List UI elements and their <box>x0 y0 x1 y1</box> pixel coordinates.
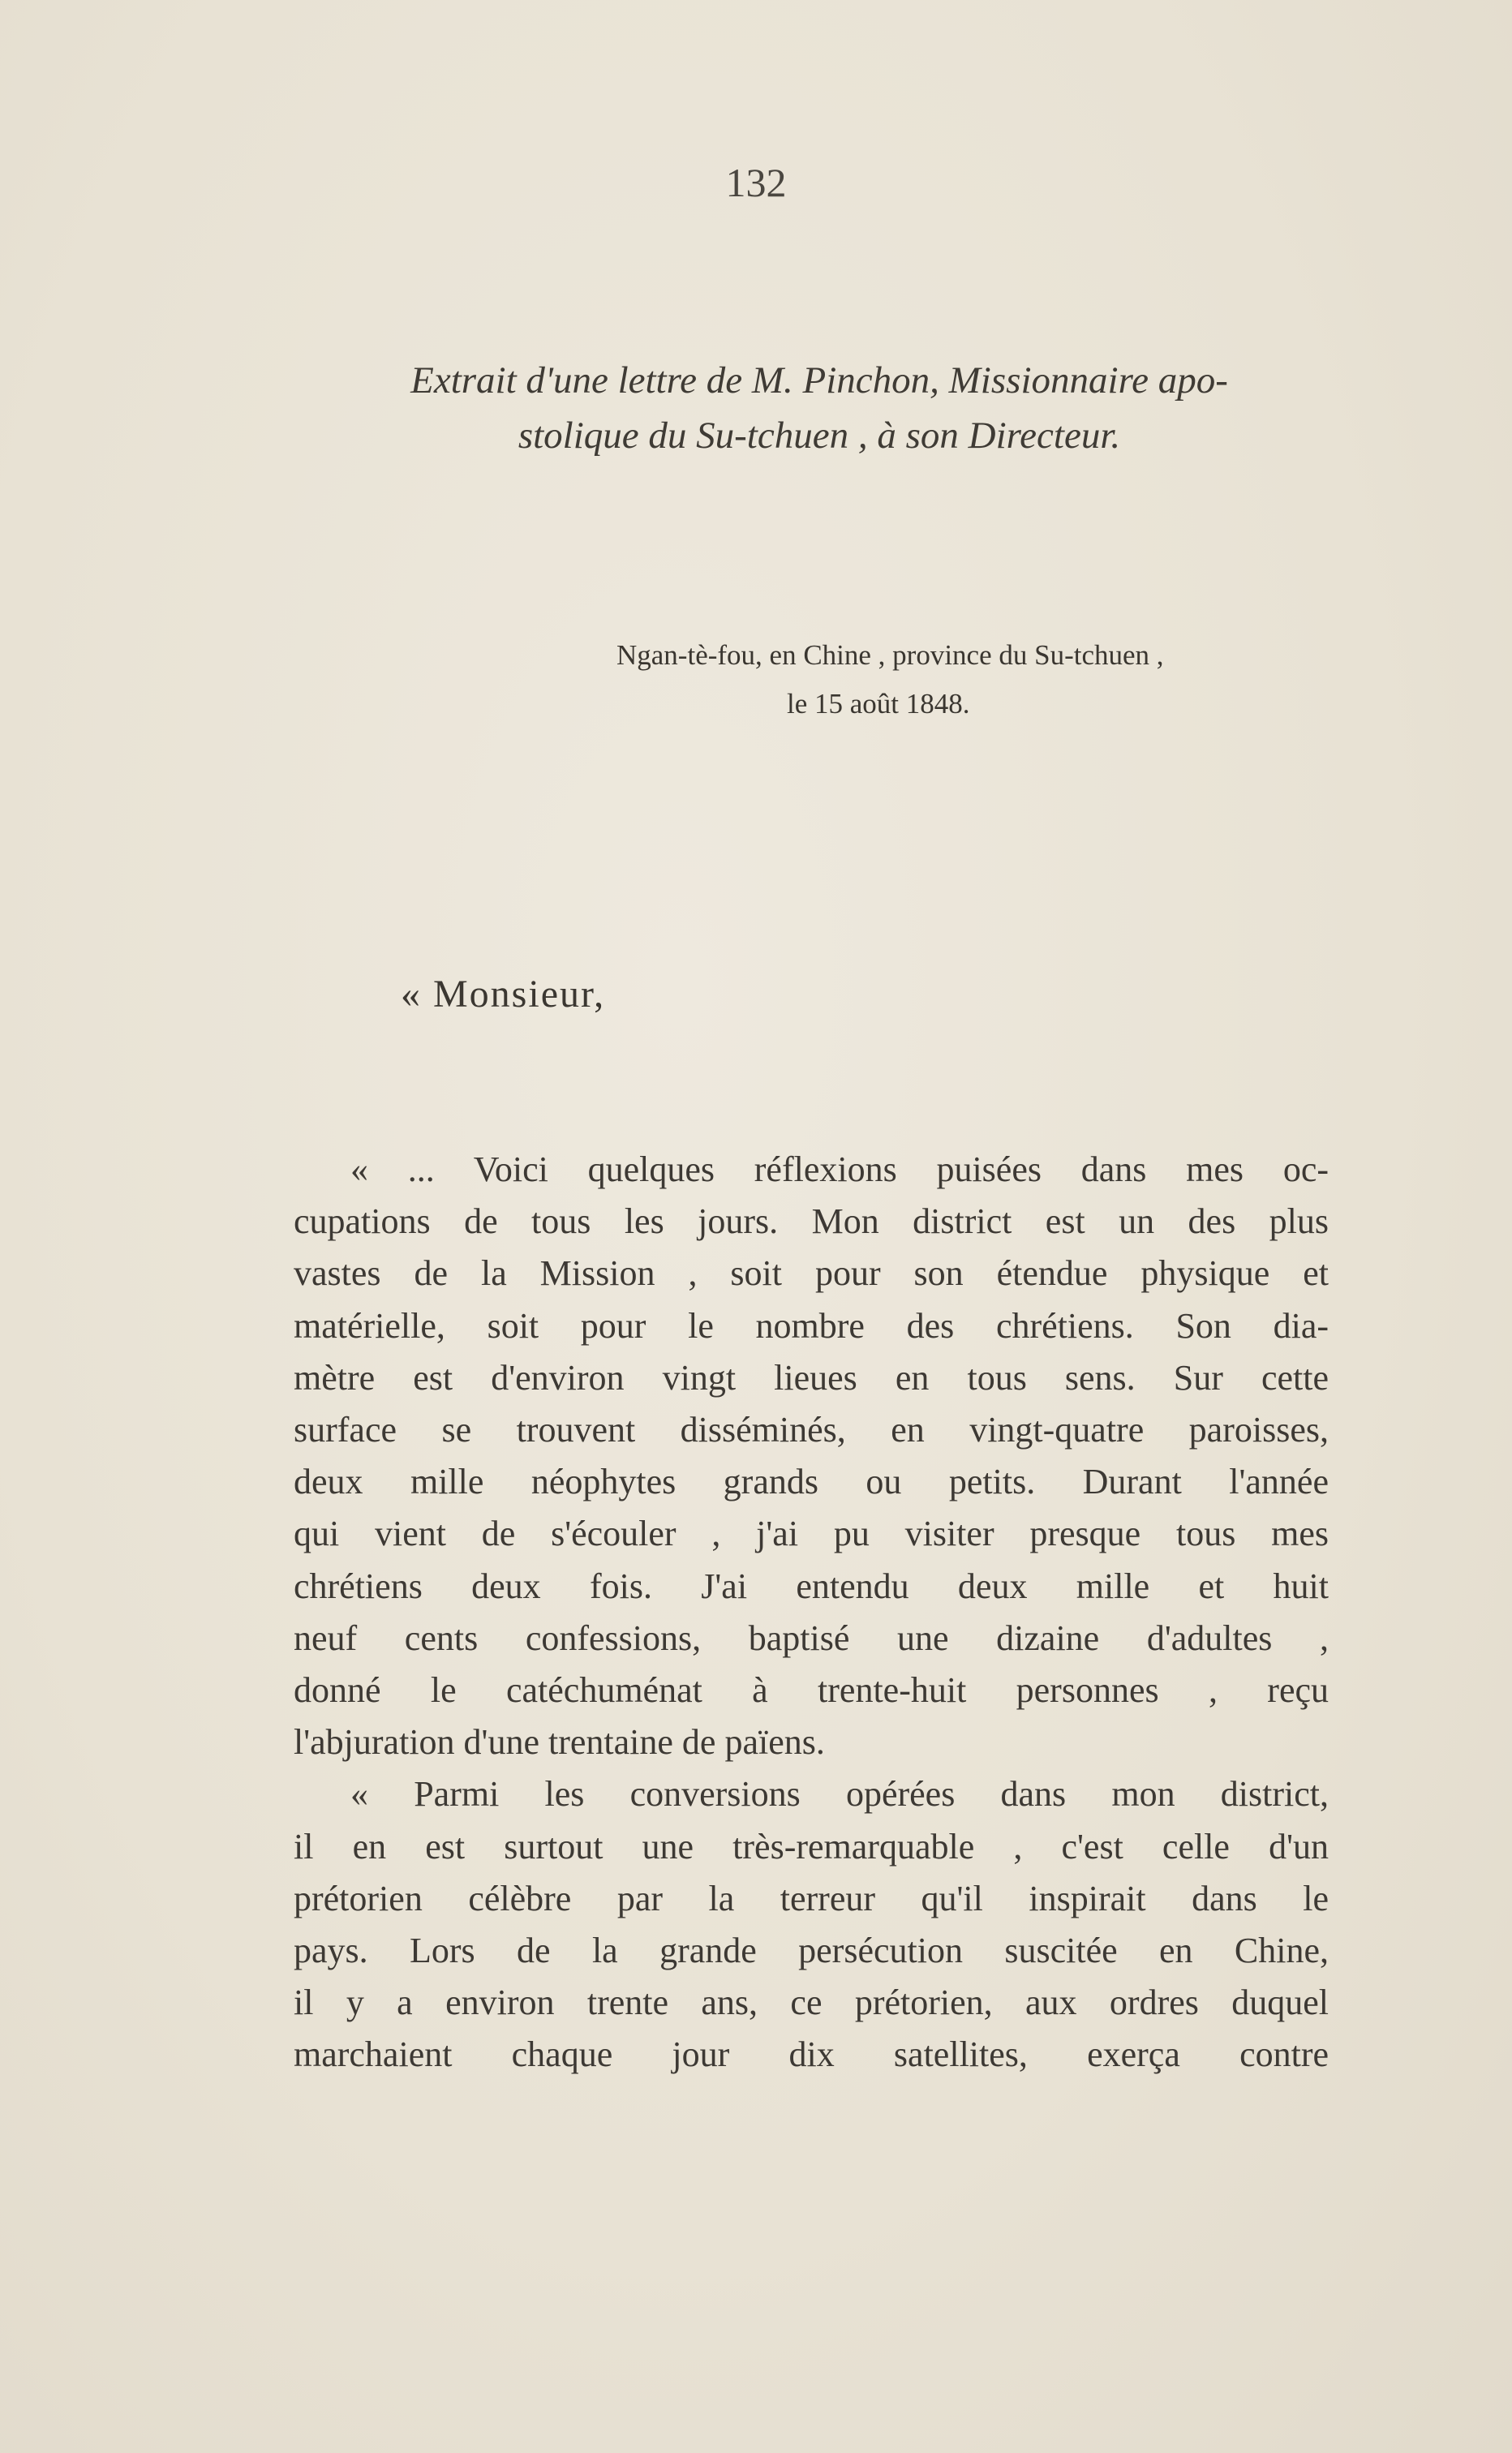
body-line: il en est surtout une très-remarquable , c'est celle d'un <box>294 1826 1329 1867</box>
dateline-place: Ngan-tè-fou, en Chine , province du Su-tchuen , <box>616 639 1164 671</box>
body-line: cupations de tous les jours. Mon district est un des plus <box>294 1201 1329 1242</box>
letter-heading <box>292 353 1347 463</box>
dateline <box>616 631 1347 728</box>
body-line: qui vient de s'écouler , j'ai pu visiter presque tous mes <box>294 1514 1329 1554</box>
dateline-date: le 15 août 1848. <box>787 688 970 720</box>
heading-line-2: stolique du Su-tchuen , à son Directeur. <box>518 415 1121 457</box>
body-line: pays. Lors de la grande persécution suscitée en Chine, <box>294 1931 1329 1971</box>
body-line: surface se trouvent disséminés, en vingt-quatre paroisses, <box>294 1410 1329 1450</box>
body-line: « ... Voici quelques réflexions puisées dans mes oc- <box>350 1149 1329 1189</box>
page-number: 132 <box>725 160 787 205</box>
body-line: marchaient chaque jour dix satellites, exerça contre <box>294 2034 1329 2075</box>
body-line: deux mille néophytes grands ou petits. Durant l'année <box>294 1462 1329 1502</box>
salutation: « Monsieur, <box>401 973 606 1016</box>
body-line: l'abjuration d'une trentaine de païens. <box>294 1722 825 1763</box>
body-line: il y a environ trente ans, ce prétorien, aux ordres duquel <box>294 1983 1329 2023</box>
body-line: donné le catéchuménat à trente-huit personnes , reçu <box>294 1670 1329 1711</box>
body-line: matérielle, soit pour le nombre des chrétiens. Son dia- <box>294 1305 1329 1346</box>
body-line: vastes de la Mission , soit pour son étendue physique et <box>294 1253 1329 1294</box>
body-text <box>294 1144 1329 2081</box>
body-line: mètre est d'environ vingt lieues en tous sens. Sur cette <box>294 1357 1329 1398</box>
heading-line-1: Extrait d'une lettre de M. Pinchon, Missionnaire apo- <box>410 359 1228 402</box>
body-line: neuf cents confessions, baptisé une dizaine d'adultes , <box>294 1617 1329 1658</box>
body-line: « Parmi les conversions opérées dans mon district, <box>350 1774 1329 1815</box>
body-line: prétorien célèbre par la terreur qu'il inspirait dans le <box>294 1878 1329 1918</box>
body-line: chrétiens deux fois. J'ai entendu deux mille et huit <box>294 1566 1329 1606</box>
